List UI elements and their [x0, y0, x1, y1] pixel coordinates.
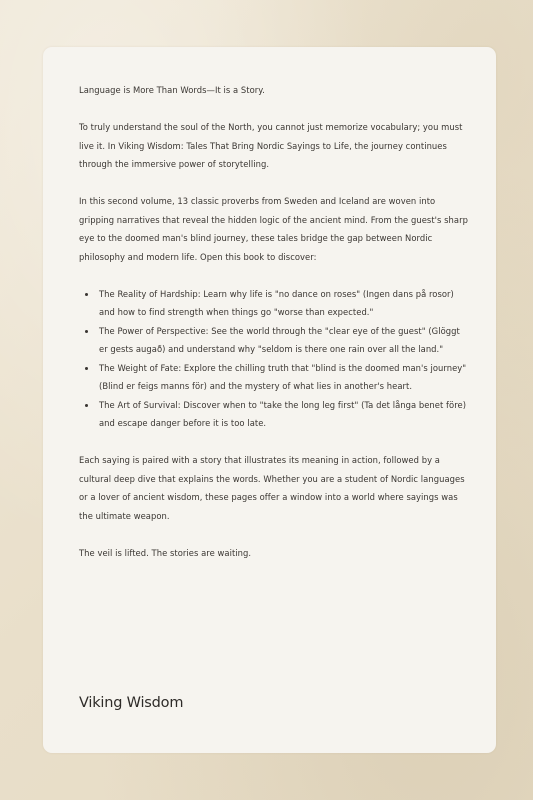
heading-line: Language is More Than Words—It is a Story. — [79, 85, 265, 95]
list-item: • The Weight of Fate: Explore the chilling truth that "blind is the doomed man's journey" (Blind er feigs manns för) and the mystery of what lies in another's heart. — [97, 359, 471, 396]
text-card — [43, 47, 496, 753]
final-line: The veil is lifted. The stories are waiting. — [79, 547, 252, 558]
list-item: • The Reality of Hardship: Learn why life is "no dance on roses" (Ingen dans på rosor) and how to find strength when things go "worse than expected." — [97, 285, 471, 322]
book-description — [79, 81, 471, 581]
intro-paragraph: To truly understand the soul of the North, you cannot just memorize vocabulary; you must live it. In Viking Wisdom: Tales That Bring Nordic Sayings to Life, the journey continues through the immersive power of storytelling. — [79, 122, 463, 169]
brand-title: Viking Wisdom — [79, 695, 184, 711]
closing-paragraph: Each saying is paired with a story that illustrates its meaning in action, followed by a cultural deep dive that explains the words. Whether you are a student of Nordic languages or a lover of ancient wisdom, these pages offer a window into a world where sayings was the ultimate weapon. — [79, 455, 465, 521]
list-item: • The Power of Perspective: See the world through the "clear eye of the guest" (Glöggt er gests augað) and understand why "seldom is there one rain over all the land." — [97, 322, 471, 359]
list-item: • The Art of Survival: Discover when to "take the long leg first" (Ta det långa benet före) and escape danger before it is too late. — [97, 396, 471, 433]
bullet-list — [79, 285, 471, 433]
description-paragraph: In this second volume, 13 classic proverbs from Sweden and Iceland are woven into gripping narratives that reveal the hidden logic of the ancient mind. From the guest's sharp eye to the doomed man's blind journey, these tales bridge the gap between Nordic philosophy and modern life. Open this book to discover: — [79, 196, 468, 262]
